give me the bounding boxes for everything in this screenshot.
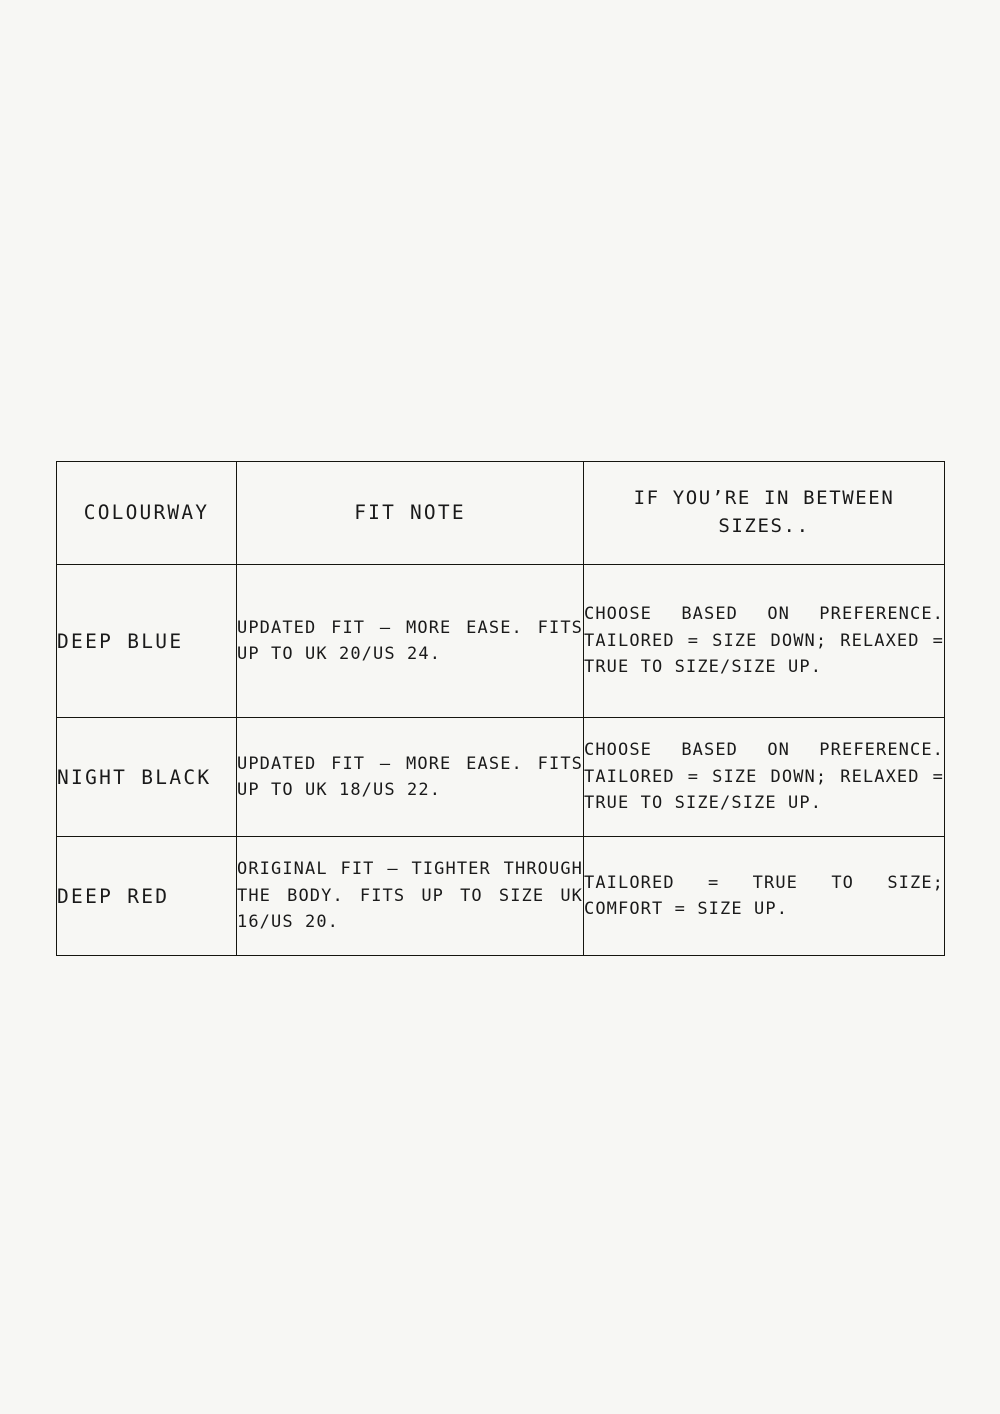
cell-colourway-night-black: NIGHT BLACK — [57, 718, 237, 837]
cell-fit-note-deep-red: ORIGINAL FIT – TIGHTER THROUGH THE BODY. FITS UP TO SIZE UK 16/US 20. — [237, 837, 584, 956]
column-header-in-between-sizes: IF YOU’RE IN BETWEEN SIZES.. — [584, 462, 945, 565]
fit-guide-table — [56, 461, 945, 956]
cell-in-between-deep-red: TAILORED = TRUE TO SIZE; COMFORT = SIZE UP. — [584, 837, 945, 956]
table-row — [57, 837, 945, 956]
table-header-row — [57, 462, 945, 565]
cell-colourway-deep-red: DEEP RED — [57, 837, 237, 956]
cell-colourway-deep-blue: DEEP BLUE — [57, 565, 237, 718]
cell-in-between-deep-blue: CHOOSE BASED ON PREFERENCE. TAILORED = SIZE DOWN; RELAXED = TRUE TO SIZE/SIZE UP. — [584, 565, 945, 718]
table-row — [57, 565, 945, 718]
cell-in-between-night-black: CHOOSE BASED ON PREFERENCE. TAILORED = SIZE DOWN; RELAXED = TRUE TO SIZE/SIZE UP. — [584, 718, 945, 837]
column-header-colourway: COLOURWAY — [57, 462, 237, 565]
fit-guide-table-wrapper — [56, 461, 944, 956]
cell-fit-note-deep-blue: UPDATED FIT – MORE EASE. FITS UP TO UK 20/US 24. — [237, 565, 584, 718]
column-header-fit-note: FIT NOTE — [237, 462, 584, 565]
cell-fit-note-night-black: UPDATED FIT – MORE EASE. FITS UP TO UK 18/US 22. — [237, 718, 584, 837]
table-body — [57, 565, 945, 956]
table-row — [57, 718, 945, 837]
table-header — [57, 462, 945, 565]
